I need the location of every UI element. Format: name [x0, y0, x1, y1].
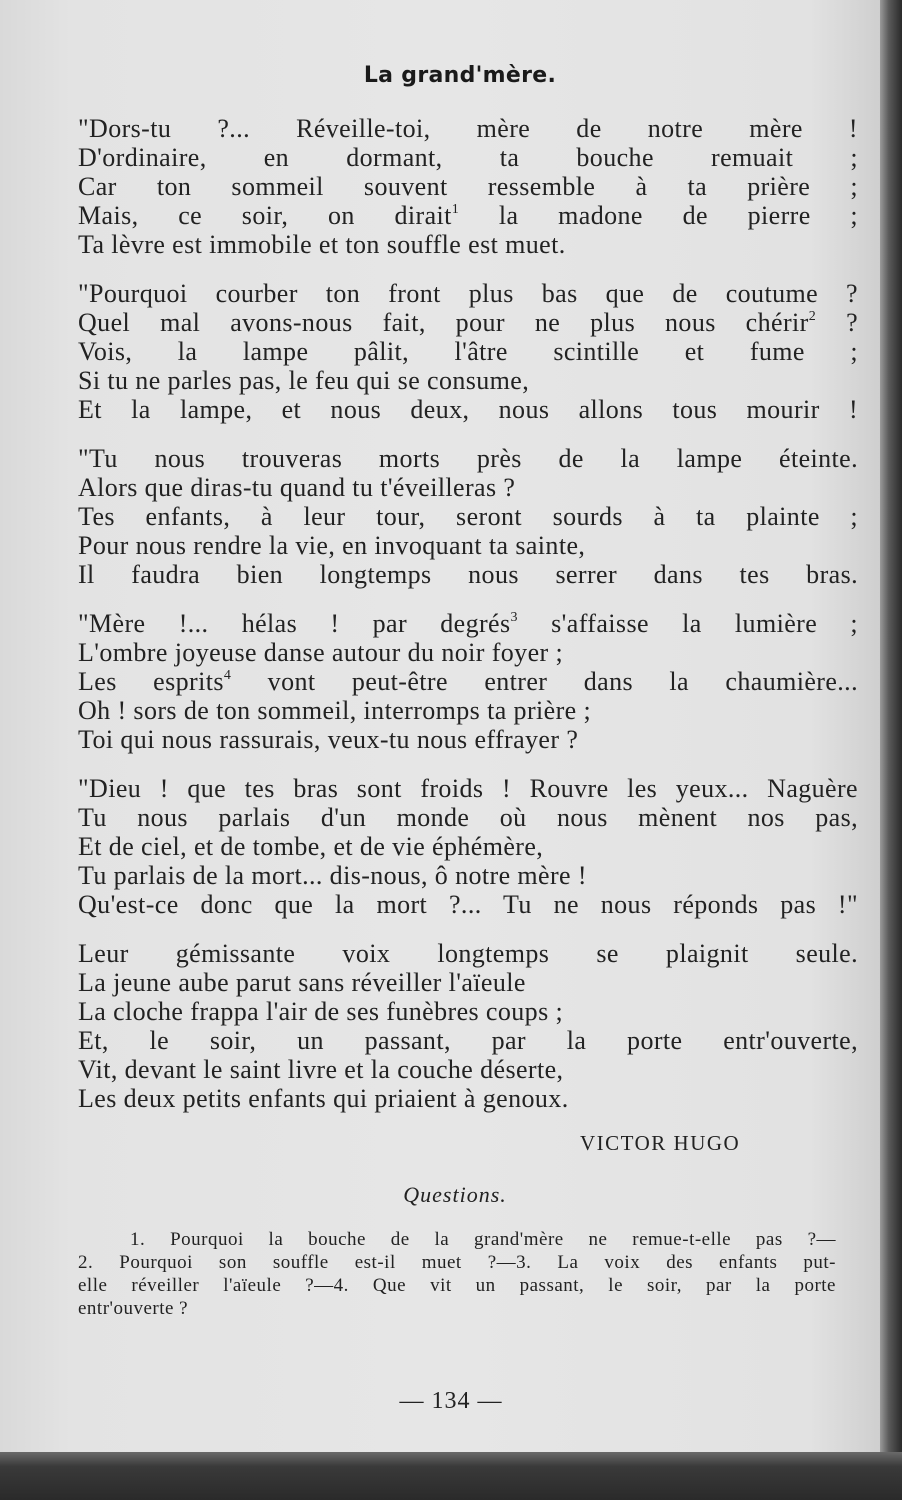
- page-bottom-shadow: [0, 1452, 902, 1500]
- poem-line: [78, 201, 858, 230]
- poem-line: Toi qui nous rassurais, veux-tu nous effrayer ?: [78, 725, 579, 754]
- poem-line: Ta lèvre est immobile et ton souffle est muet.: [78, 230, 566, 259]
- poem-line: Alors que diras-tu quand tu t'éveilleras ?: [78, 473, 516, 502]
- poem-line: Pour nous rendre la vie, en invoquant ta sainte,: [78, 531, 586, 560]
- poem-line: Leur gémissante voix longtemps se plaignit seule.: [78, 939, 858, 968]
- poem-line: La jeune aube parut sans réveiller l'aïeule: [78, 968, 526, 997]
- question-line: entr'ouverte ?: [78, 1298, 189, 1319]
- poem-line: Qu'est-ce donc que la mort ?... Tu ne nous réponds pas !": [78, 890, 858, 919]
- poem-line: D'ordinaire, en dormant, ta bouche remuait ;: [78, 143, 858, 172]
- poem-line: Si tu ne parles pas, le feu qui se consume,: [78, 366, 530, 395]
- poem-line: "Dors-tu ?... Réveille-toi, mère de notre mère !: [78, 114, 858, 143]
- stanza-2: [78, 279, 858, 424]
- page-edge-shadow: [880, 0, 902, 1460]
- stanza-6: [78, 939, 858, 1113]
- poem-line: Et de ciel, et de tombe, et de vie éphémère,: [78, 832, 544, 861]
- poem-line-text: ?: [816, 308, 859, 337]
- footnote-marker: 1: [451, 202, 460, 217]
- poem-line-text: Les esprits: [78, 667, 224, 696]
- stanza-1: [78, 114, 858, 259]
- poem-line: "Tu nous trouveras morts près de la lampe éteinte.: [78, 444, 858, 473]
- footnote-marker: 4: [223, 668, 232, 683]
- poem-line-text: Mais, ce soir, on dirait: [78, 201, 452, 230]
- poem-line-text: Quel mal avons-nous fait, pour ne plus nous chérir: [78, 308, 809, 337]
- poem-line: Il faudra bien longtemps nous serrer dans tes bras.: [78, 560, 858, 589]
- poem-line-text: la madone de pierre ;: [459, 201, 858, 230]
- poem-line: Et, le soir, un passant, par la porte entr'ouverte,: [78, 1026, 858, 1055]
- poem-line: [78, 308, 858, 337]
- stanza-3: [78, 444, 858, 589]
- footnote-marker: 2: [808, 309, 817, 324]
- poem-line: L'ombre joyeuse danse autour du noir foyer ;: [78, 638, 564, 667]
- poem-line: Tu parlais de la mort... dis-nous, ô notre mère !: [78, 861, 587, 890]
- poem-line: Tes enfants, à leur tour, seront sourds à ta plainte ;: [78, 502, 858, 531]
- poem-line: La cloche frappa l'air de ses funèbres coups ;: [78, 997, 564, 1026]
- question-line: 1. Pourquoi la bouche de la grand'mère ne remue-t-elle pas ?—: [130, 1229, 836, 1250]
- poem-line-text: vont peut-être entrer dans la chaumière...: [231, 667, 858, 696]
- poem-line: "Dieu ! que tes bras sont froids ! Rouvre les yeux... Naguère: [78, 774, 858, 803]
- poem-line: Les deux petits enfants qui priaient à genoux.: [78, 1084, 569, 1113]
- footnote-marker: 3: [510, 610, 518, 625]
- stanza-4: [78, 609, 858, 754]
- poem-line: "Pourquoi courber ton front plus bas que de coutume ?: [78, 279, 858, 308]
- poem-line-text: s'affaisse la lumière ;: [517, 609, 858, 638]
- poem-line: Vit, devant le saint livre et la couche déserte,: [78, 1055, 564, 1084]
- poem-line: Oh ! sors de ton sommeil, interromps ta prière ;: [78, 696, 592, 725]
- page-number: — 134 —: [399, 1388, 503, 1414]
- stanza-5: [78, 774, 858, 919]
- poem-line: Et la lampe, et nous deux, nous allons tous mourir !: [78, 395, 858, 424]
- question-line: elle réveiller l'aïeule ?—4. Que vit un passant, le soir, par la porte: [78, 1275, 836, 1296]
- poem-line: [78, 609, 858, 638]
- questions-heading: Questions.: [403, 1182, 507, 1207]
- poem-title: La grand'mère.: [363, 63, 557, 88]
- question-line: 2. Pourquoi son souffle est-il muet ?—3. La voix des enfants put-: [78, 1252, 836, 1273]
- poem-line: Car ton sommeil souvent ressemble à ta prière ;: [78, 172, 858, 201]
- author-signature: VICTOR HUGO: [580, 1131, 741, 1155]
- poem-line-text: "Mère !... hélas ! par degrés: [78, 609, 511, 638]
- poem-line: [78, 667, 858, 696]
- poem-line: Tu nous parlais d'un monde où nous mènent nos pas,: [78, 803, 858, 832]
- questions-block: [78, 1228, 836, 1320]
- poem-body: [78, 114, 858, 1133]
- poem-line: Vois, la lampe pâlit, l'âtre scintille et fume ;: [78, 337, 858, 366]
